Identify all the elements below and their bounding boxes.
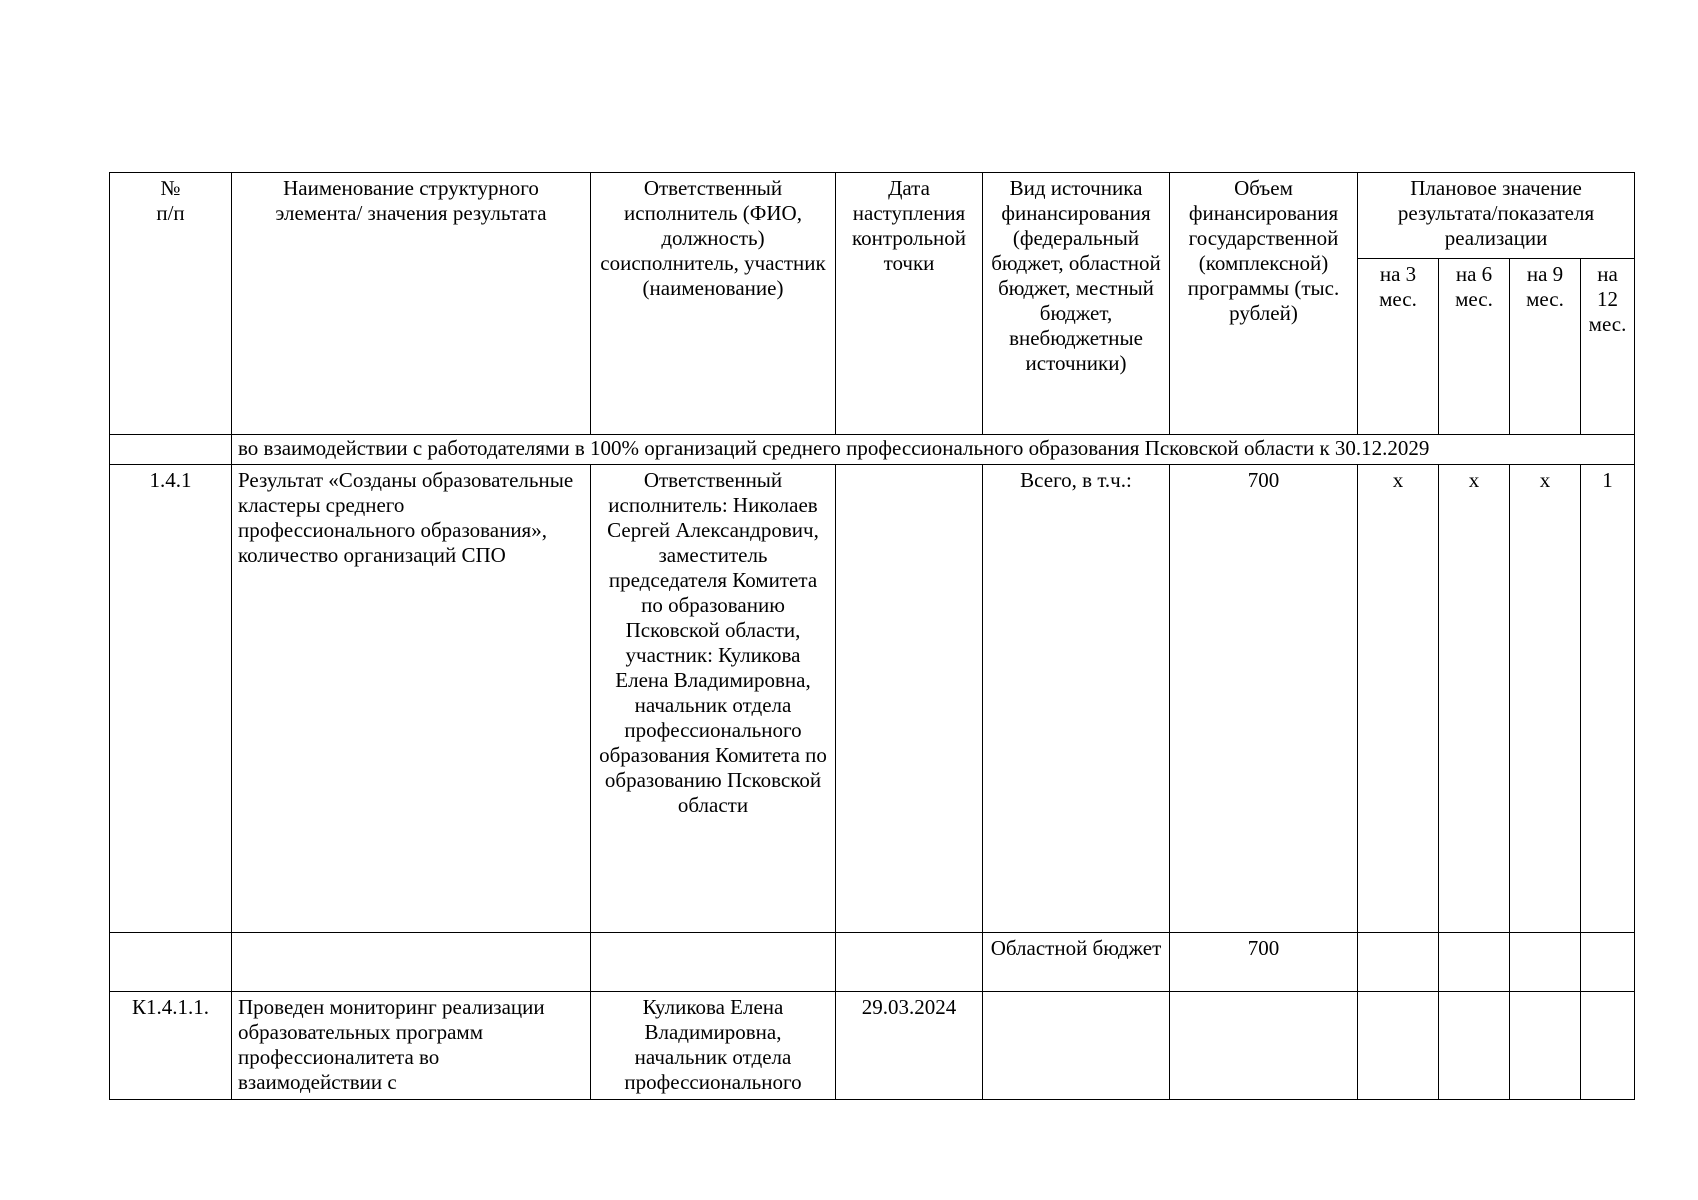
- row-q6: х: [1439, 465, 1510, 933]
- row-source: [983, 992, 1170, 1100]
- row-date: 29.03.2024: [836, 992, 983, 1100]
- header-name: Наименование структурного элемента/ значения результата: [232, 173, 591, 435]
- row-responsible: [591, 933, 836, 992]
- header-q3: на 3 мес.: [1358, 259, 1439, 435]
- header-q12: на 12 мес.: [1581, 259, 1635, 435]
- row-source: Областной бюджет: [983, 933, 1170, 992]
- row-q12: [1581, 992, 1635, 1100]
- row-date: [836, 465, 983, 933]
- goal-text: во взаимодействии с работодателями в 100% организаций среднего профессионального образования Псковской области к 30.12.2029: [232, 435, 1635, 465]
- row-q9: [1510, 933, 1581, 992]
- header-date: Дата наступления контрольной точки: [836, 173, 983, 435]
- row-q12: [1581, 933, 1635, 992]
- row-name: [232, 933, 591, 992]
- row-q6: [1439, 933, 1510, 992]
- header-num: № п/п: [110, 173, 232, 435]
- row-responsible: [591, 992, 836, 1100]
- row-name: Результат «Созданы образовательные кластеры среднего профессионального образования», количество организаций СПО: [232, 465, 591, 933]
- goal-num-cell: [110, 435, 232, 465]
- row-num: К1.4.1.1.: [110, 992, 232, 1100]
- row-volume: [1170, 992, 1358, 1100]
- header-q6: на 6 мес.: [1439, 259, 1510, 435]
- row-q3: х: [1358, 465, 1439, 933]
- goal-row: [110, 435, 1635, 465]
- row-num: 1.4.1: [110, 465, 232, 933]
- plan-table: [109, 172, 1635, 1100]
- row-q3: [1358, 992, 1439, 1100]
- row-responsible-text: Куликова Елена Владимировна, начальник отдела профессионального: [624, 995, 802, 1094]
- table-row: [110, 465, 1635, 933]
- row-name-text: Проведен мониторинг реализации образовательных программ профессионалитета во взаимодействии с: [238, 995, 545, 1094]
- row-q3: [1358, 933, 1439, 992]
- header-row: [110, 173, 1635, 259]
- row-q9: х: [1510, 465, 1581, 933]
- row-q12: 1: [1581, 465, 1635, 933]
- row-source: Всего, в т.ч.:: [983, 465, 1170, 933]
- header-responsible: Ответственный исполнитель (ФИО, должность) соисполнитель, участник (наименование): [591, 173, 836, 435]
- row-q9: [1510, 992, 1581, 1100]
- table-row: [110, 992, 1635, 1100]
- row-name: [232, 992, 591, 1100]
- row-volume: 700: [1170, 465, 1358, 933]
- header-volume: Объем финансирования государственной (комплексной) программы (тыс. рублей): [1170, 173, 1358, 435]
- table-row: [110, 933, 1635, 992]
- row-date: [836, 933, 983, 992]
- header-source: Вид источника финансирования (федеральный бюджет, областной бюджет, местный бюджет, внебюджетные источники): [983, 173, 1170, 435]
- row-q6: [1439, 992, 1510, 1100]
- header-q9: на 9 мес.: [1510, 259, 1581, 435]
- row-volume: 700: [1170, 933, 1358, 992]
- row-responsible: Ответственный исполнитель: Николаев Сергей Александрович, заместитель председателя Комитета по образованию Псковской области, участник: Куликова Елена Владимировна, начальник отдела профессионального образования Комитета по образованию Псковской области: [591, 465, 836, 933]
- header-planned: Плановое значение результата/показателя реализации: [1358, 173, 1635, 259]
- row-num: [110, 933, 232, 992]
